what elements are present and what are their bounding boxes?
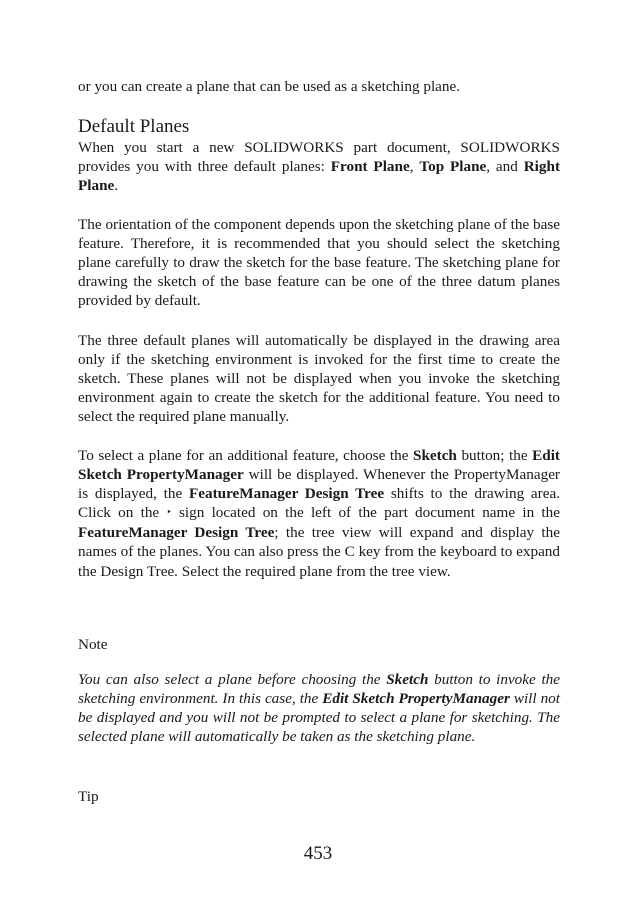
term-sketch: Sketch: [413, 447, 457, 464]
para1-text-1: When you start a new SOLIDWORKS part document, SOLIDWORKS provides you with three default planes:: [78, 139, 560, 176]
section-heading: Default Planes: [78, 116, 190, 137]
note-body: [78, 670, 560, 746]
para1-text-4: .: [114, 177, 119, 195]
note-text-2: button to invoke the sketching environment. In this case, the: [78, 671, 561, 708]
term-edit-sketch-propertymanager: Edit Sketch PropertyManager: [78, 447, 560, 484]
term-top-plane: Top Plane: [419, 158, 487, 176]
term-front-plane: Front Plane: [330, 158, 410, 176]
para3-text: The three default planes will automatically be displayed in the drawing area only if the sketching environment is invoked for the first time to create the sketch. These planes will not be displayed when you invoke the sketching environment again to create the sketch for the additional feature. You need to select the required plane manually.: [78, 332, 560, 426]
para1-text-2: ,: [409, 158, 420, 176]
paragraph-select-plane: [78, 446, 560, 581]
para4-text-5: sign located on the left of the part document name in the: [171, 504, 560, 522]
note-text-3: will not be displayed and you will not be prompted to select a plane for sketching. The selected plane will automatically be taken as the sketching plane.: [78, 690, 560, 746]
note-term-sketch: Sketch: [386, 671, 429, 688]
paragraph-orientation: [78, 215, 560, 310]
term-featuremanager-design-tree: FeatureManager Design Tree: [188, 485, 385, 503]
plus-sign-icon: ‣: [166, 507, 172, 518]
para4-text-6: ; the tree view will expand and display the names of the planes. You can also press the C key from the keyboard to expand the Design Tree. Select the required plane from the tree view.: [78, 524, 560, 580]
para4-text-4: shifts to the drawing area. Click on the: [78, 485, 560, 522]
note-text-1: You can also select a plane before choosing the: [78, 671, 387, 688]
term-right-plane: Right Plane: [78, 158, 561, 195]
note-term-edit-sketch-propertymanager: Edit Sketch PropertyManager: [322, 690, 510, 708]
para2-text: The orientation of the component depends upon the sketching plane of the base feature. Therefore, it is recommended that you should select the sketching plane carefully to draw the sketch for the base feature. The sketching plane for drawing the sketch of the base feature can be one of the three datum planes provided by default.: [78, 216, 560, 310]
para1-text-3: , and: [486, 158, 524, 176]
paragraph-default-display: [78, 331, 560, 426]
note-label: Note: [78, 636, 108, 653]
paragraph-default-planes: [78, 138, 560, 195]
tip-label: Tip: [78, 788, 99, 805]
term-featuremanager-design-tree-2: FeatureManager Design Tree: [78, 524, 275, 542]
page-number: 453: [303, 843, 333, 864]
intro-line: [78, 77, 560, 96]
para4-text-2: button; the: [456, 447, 533, 464]
intro-line-text: or you can create a plane that can be used as a sketching plane.: [78, 78, 461, 95]
para4-text-3: will be displayed. Whenever the PropertyManager is displayed, the: [78, 466, 560, 503]
para4-text-1: To select a plane for an additional feature, choose the: [78, 447, 413, 464]
